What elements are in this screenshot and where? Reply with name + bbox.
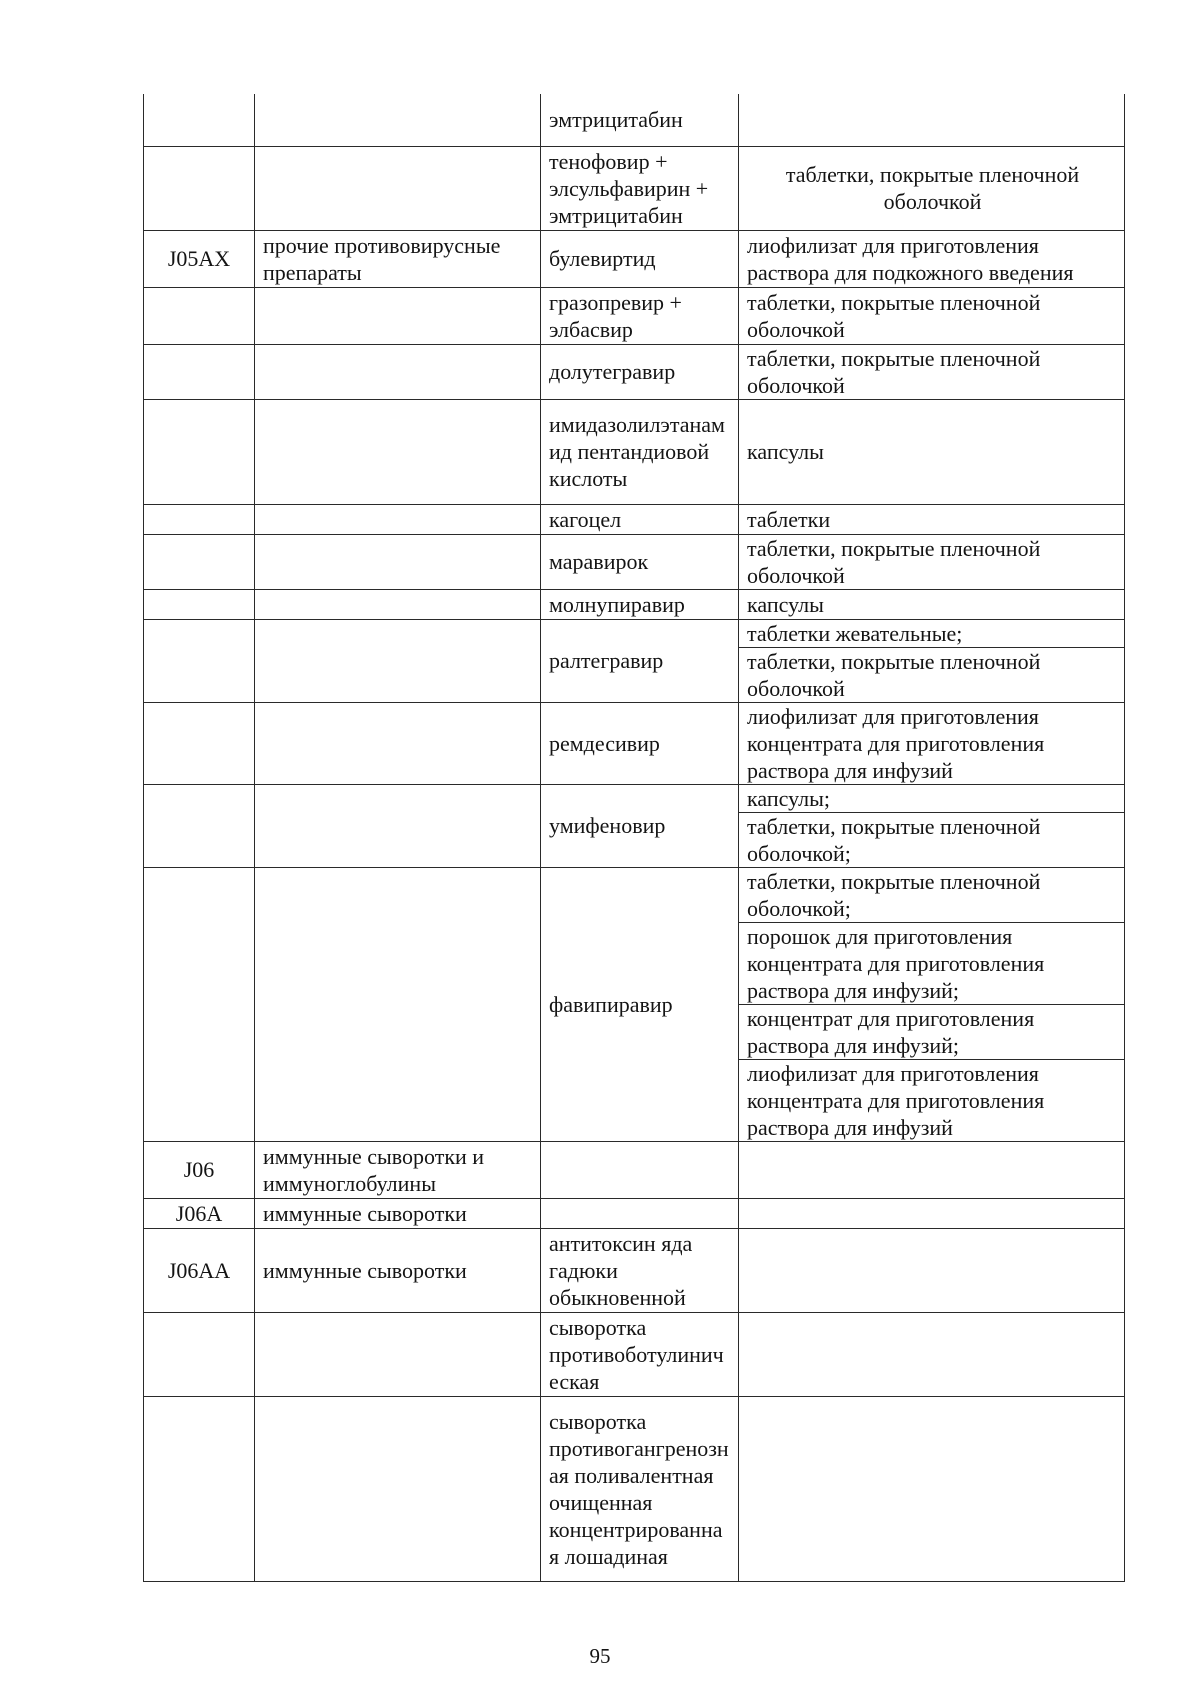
- table-row: [144, 94, 1125, 146]
- group-name-cell: [255, 146, 541, 230]
- drug-name-cell: фавипиравир: [541, 867, 739, 1141]
- drug-name-cell: булевиртид: [541, 230, 739, 287]
- dosage-form-line: таблетки, покрытые пленочной оболочкой: [739, 647, 1124, 702]
- atc-code-cell: J05AX: [144, 230, 255, 287]
- dosage-form-line: капсулы: [747, 591, 824, 617]
- table-row: [144, 504, 1125, 534]
- group-name-cell: иммунные сыворотки: [255, 1228, 541, 1312]
- dosage-form-line: таблетки, покрытые пленочной оболочкой;: [747, 868, 1041, 921]
- dosage-form-line: таблетки, покрытые пленочной оболочкой: [747, 345, 1041, 398]
- group-name-cell: иммунные сыворотки и иммуноглобулины: [255, 1141, 541, 1198]
- table-row: [144, 1141, 1125, 1198]
- atc-code-cell: [144, 867, 255, 1141]
- table-row: [144, 619, 1125, 702]
- dosage-form-cell: [739, 702, 1125, 784]
- dosage-form-cell: [739, 619, 1125, 702]
- atc-code-cell: [144, 702, 255, 784]
- table-row: [144, 1312, 1125, 1396]
- table-row: [144, 399, 1125, 504]
- atc-code-cell: [144, 619, 255, 702]
- table-row: [144, 534, 1125, 589]
- dosage-form-line: таблетки жевательные;: [747, 620, 963, 646]
- atc-code-cell: [144, 146, 255, 230]
- dosage-form-cell: [739, 1396, 1125, 1581]
- group-name-cell: [255, 399, 541, 504]
- dosage-form-cell: [739, 146, 1125, 230]
- drug-name-cell: молнупиравир: [541, 589, 739, 619]
- atc-code-cell: J06A: [144, 1198, 255, 1228]
- dosage-form-cell: [739, 504, 1125, 534]
- dosage-form-line: таблетки, покрытые пленочной оболочкой: [747, 535, 1041, 588]
- group-name-cell: [255, 1396, 541, 1581]
- dosage-form-cell: [739, 344, 1125, 399]
- dosage-form-line: капсулы;: [747, 785, 830, 811]
- group-name-cell: [255, 784, 541, 867]
- dosage-form-cell: [739, 1228, 1125, 1312]
- group-name-cell: [255, 287, 541, 344]
- drug-name-cell: кагоцел: [541, 504, 739, 534]
- atc-code-cell: [144, 784, 255, 867]
- dosage-form-cell: [739, 399, 1125, 504]
- drug-name-cell: [541, 1198, 739, 1228]
- dosage-form-line: лиофилизат для приготовления раствора для подкожного введения: [747, 232, 1074, 285]
- atc-code-cell: [144, 1396, 255, 1581]
- dosage-form-line: таблетки, покрытые пленочной оболочкой;: [739, 812, 1124, 867]
- dosage-form-cell: [739, 589, 1125, 619]
- drug-name-cell: сыворотка противоботулиническая: [541, 1312, 739, 1396]
- atc-code-cell: [144, 344, 255, 399]
- group-name-cell: [255, 589, 541, 619]
- atc-code-cell: J06AA: [144, 1228, 255, 1312]
- atc-code-cell: [144, 534, 255, 589]
- drug-table-body: [144, 94, 1125, 1581]
- table-row: [144, 589, 1125, 619]
- group-name-cell: иммунные сыворотки: [255, 1198, 541, 1228]
- group-name-cell: [255, 344, 541, 399]
- atc-code-cell: [144, 94, 255, 146]
- drug-table: [143, 94, 1125, 1582]
- group-name-cell: [255, 94, 541, 146]
- dosage-form-line: лиофилизат для приготовления концентрата для приготовления раствора для инфузий: [739, 1059, 1124, 1141]
- table-row: [144, 702, 1125, 784]
- drug-name-cell: умифеновир: [541, 784, 739, 867]
- table-row: [144, 867, 1125, 1141]
- table-row: [144, 287, 1125, 344]
- dosage-form-line: лиофилизат для приготовления концентрата для приготовления раствора для инфузий: [747, 703, 1045, 783]
- dosage-form-line: концентрат для приготовления раствора для инфузий;: [739, 1004, 1124, 1059]
- dosage-form-line: капсулы: [747, 439, 824, 464]
- dosage-form-cell: [739, 1141, 1125, 1198]
- atc-code-cell: [144, 287, 255, 344]
- table-row: [144, 784, 1125, 867]
- dosage-form-cell: [739, 1198, 1125, 1228]
- drug-name-cell: ралтегравир: [541, 619, 739, 702]
- group-name-cell: [255, 619, 541, 702]
- table-row: [144, 230, 1125, 287]
- group-name-cell: [255, 702, 541, 784]
- group-name-cell: [255, 504, 541, 534]
- drug-name-cell: эмтрицитабин: [541, 94, 739, 146]
- drug-name-cell: антитоксин яда гадюки обыкновенной: [541, 1228, 739, 1312]
- dosage-form-cell: [739, 1312, 1125, 1396]
- page-number: 95: [589, 1644, 611, 1668]
- group-name-cell: прочие противовирусные препараты: [255, 230, 541, 287]
- table-row: [144, 1198, 1125, 1228]
- dosage-form-cell: [739, 287, 1125, 344]
- drug-name-cell: имидазолилэтанамид пентандиовой кислоты: [541, 399, 739, 504]
- drug-name-cell: маравирок: [541, 534, 739, 589]
- table-row: [144, 1396, 1125, 1581]
- group-name-cell: [255, 867, 541, 1141]
- atc-code-cell: [144, 1312, 255, 1396]
- dosage-form-cell: [739, 784, 1125, 867]
- atc-code-cell: [144, 399, 255, 504]
- drug-name-cell: [541, 1141, 739, 1198]
- table-row: [144, 146, 1125, 230]
- drug-name-cell: долутегравир: [541, 344, 739, 399]
- dosage-form-cell: [739, 534, 1125, 589]
- drug-name-cell: гразопревир + элбасвир: [541, 287, 739, 344]
- group-name-cell: [255, 1312, 541, 1396]
- dosage-form-cell: [739, 230, 1125, 287]
- dosage-form-line: порошок для приготовления концентрата для приготовления раствора для инфузий;: [739, 922, 1124, 1004]
- drug-name-cell: тенофовир + элсульфавирин + эмтрицитабин: [541, 146, 739, 230]
- group-name-cell: [255, 534, 541, 589]
- dosage-form-line: таблетки, покрытые пленочной оболочкой: [747, 289, 1041, 342]
- dosage-form-line: таблетки: [747, 506, 831, 532]
- table-row: [144, 1228, 1125, 1312]
- drug-name-cell: ремдесивир: [541, 702, 739, 784]
- dosage-form-cell: [739, 94, 1125, 146]
- atc-code-cell: [144, 504, 255, 534]
- drug-name-cell: сыворотка противогангренозная поливалентная очищенная концентрированная лошадиная: [541, 1396, 739, 1581]
- table-row: [144, 344, 1125, 399]
- atc-code-cell: [144, 589, 255, 619]
- atc-code-cell: J06: [144, 1141, 255, 1198]
- dosage-form-line: таблетки, покрытые пленочной оболочкой: [785, 162, 1080, 214]
- dosage-form-cell: [739, 867, 1125, 1141]
